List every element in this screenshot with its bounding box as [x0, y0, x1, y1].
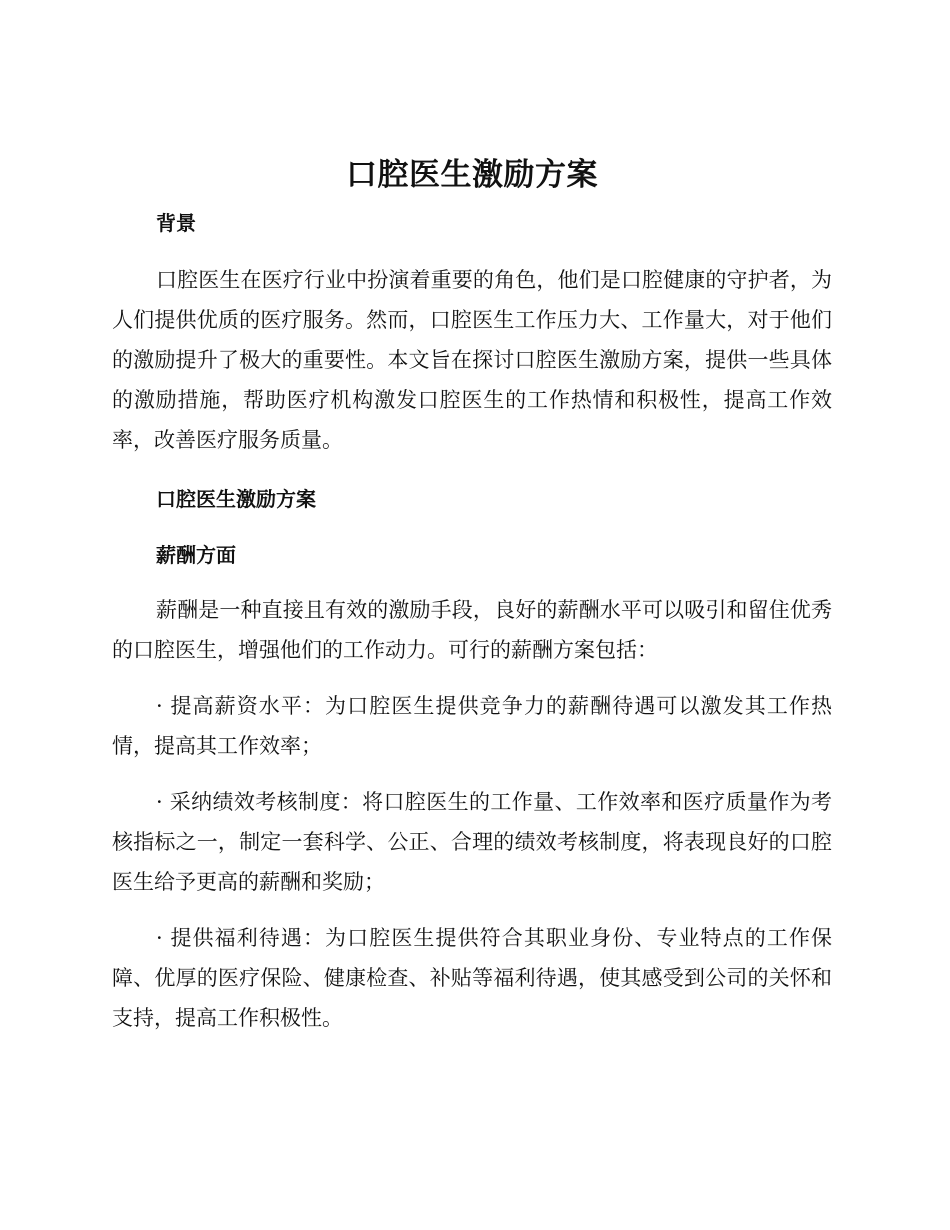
salary-bullet-performance-review: · 采纳绩效考核制度：将口腔医生的工作量、工作效率和医疗质量作为考核指标之一，制定一套科学、公正、合理的绩效考核制度，将表现良好的口腔医生给予更高的薪酬和奖励； — [112, 790, 832, 894]
salary-bullet-benefits: · 提供福利待遇：为口腔医生提供符合其职业身份、专业特点的工作保障、优厚的医疗保险、健康检查、补贴等福利待遇，使其感受到公司的关怀和支持，提高工作积极性。 — [112, 926, 832, 1030]
section-heading-plan: 口腔医生激励方案 — [156, 487, 316, 511]
section-heading-salary: 薪酬方面 — [156, 543, 236, 567]
section-heading-background: 背景 — [156, 211, 196, 235]
salary-bullet-raise-pay: · 提高薪资水平：为口腔医生提供竞争力的薪酬待遇可以激发其工作热情，提高其工作效率； — [112, 694, 832, 758]
document-body — [112, 148, 832, 1038]
background-paragraph: 口腔医生在医疗行业中扮演着重要的角色，他们是口腔健康的守护者，为人们提供优质的医疗服务。然而，口腔医生工作压力大、工作量大，对于他们的激励提升了极大的重要性。本文旨在探讨口腔医生激励方案，提供一些具体的激励措施，帮助医疗机构激发口腔医生的工作热情和积极性，提高工作效率，改善医疗服务质量。 — [112, 268, 832, 452]
salary-paragraph: 薪酬是一种直接且有效的激励手段，良好的薪酬水平可以吸引和留住优秀的口腔医生，增强他们的工作动力。可行的薪酬方案包括： — [112, 598, 832, 662]
document-title: 口腔医生激励方案 — [346, 157, 598, 193]
